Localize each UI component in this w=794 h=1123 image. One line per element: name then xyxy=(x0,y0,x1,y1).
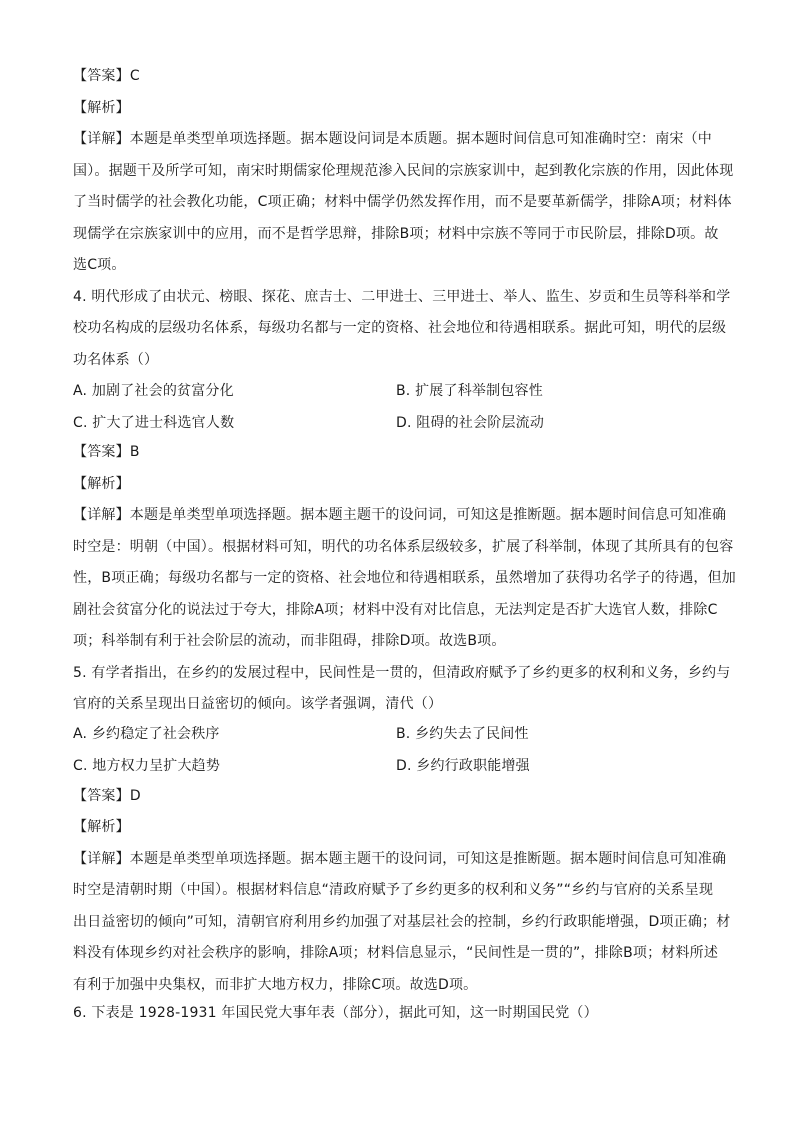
q6-stem-line: 6. 下表是 1928-1931 年国民党大事年表（部分），据此可知，这一时期国民党（） xyxy=(73,1005,598,1021)
answer-value: B xyxy=(129,444,140,460)
answer-label: 【答案】 xyxy=(73,788,130,804)
q4-stem-line: 功名体系（） xyxy=(73,352,159,368)
q4-answer xyxy=(73,442,723,462)
q5-detail-line: 出日益密切的倾向”可知，清朝官府利用乡约加强了对基层社会的控制，乡约行政职能增强，D项正确；材 xyxy=(73,914,731,930)
answer-label: 【答案】 xyxy=(73,68,130,84)
q4-detail-line: 性，B项正确；每级功名都与一定的资格、社会地位和待遇相联系，虽然增加了获得功名学子的待遇，但加 xyxy=(73,570,737,586)
q4-option-c: C. 扩大了进士科选官人数 xyxy=(73,415,235,431)
q3-detail-line: 【详解】本题是单类型单项选择题。据本题设问词是本质题。据本题时间信息可知准确时空：南宋（中 xyxy=(73,131,712,147)
q4-option-d: D. 阻碍的社会阶层流动 xyxy=(396,415,545,431)
q3-detail-line: 了当时儒学的社会教化功能，C项正确；材料中儒学仍然发挥作用，而不是要革新儒学，排除A项；材料体 xyxy=(73,194,732,210)
q4-detail-line: 剧社会贫富分化的说法过于夸大，排除A项；材料中没有对比信息，无法判定是否扩大选官人数，排除C xyxy=(73,602,718,618)
q5-detail-line: 时空是清朝时期（中国）。根据材料信息“清政府赋予了乡约更多的权利和义务”“乡约与官府的关系呈现 xyxy=(73,882,714,898)
q3-analysis-label: 【解析】 xyxy=(73,100,130,116)
q5-option-b: B. 乡约失去了民间性 xyxy=(396,726,529,742)
answer-value: C xyxy=(129,68,140,84)
q4-detail-line: 时空是：明朝（中国）。根据材料可知，明代的功名体系层级较多，扩展了科举制，体现了其所具有的包容 xyxy=(73,539,734,555)
q5-stem-line: 官府的关系呈现出日益密切的倾向。该学者强调，清代（） xyxy=(73,696,443,712)
q5-analysis-label: 【解析】 xyxy=(73,819,130,835)
q4-option-b: B. 扩展了科举制包容性 xyxy=(396,383,543,399)
q4-detail-line: 项；科举制有利于社会阶层的流动，而非阻碍，排除D项。故选B项。 xyxy=(73,633,506,649)
q3-answer xyxy=(73,66,723,86)
q5-stem-line: 5. 有学者指出，在乡约的发展过程中，民间性是一贯的，但清政府赋予了乡约更多的权利和义务，乡约与 xyxy=(73,665,731,681)
answer-label: 【答案】 xyxy=(73,444,130,460)
q4-option-a: A. 加剧了社会的贫富分化 xyxy=(73,383,234,399)
q4-analysis-label: 【解析】 xyxy=(73,476,130,492)
q5-option-c: C. 地方权力呈扩大趋势 xyxy=(73,758,221,774)
q4-stem-line: 校功名构成的层级功名体系，每级功名都与一定的资格、社会地位和待遇相联系。据此可知，明代的层级 xyxy=(73,320,727,336)
answer-value: D xyxy=(129,788,141,804)
q5-option-d: D. 乡约行政职能增强 xyxy=(396,758,530,774)
q3-detail-line: 现儒学在宗族家训中的应用，而不是哲学思辩，排除B项；材料中宗族不等同于市民阶层，排除D项。故 xyxy=(73,226,719,242)
q4-detail-line: 【详解】本题是单类型单项选择题。据本题主题干的设问词，可知这是推断题。据本题时间信息可知准确 xyxy=(73,507,727,523)
q5-detail-line: 【详解】本题是单类型单项选择题。据本题主题干的设问词，可知这是推断题。据本题时间信息可知准确 xyxy=(73,851,727,867)
q5-answer xyxy=(73,786,723,806)
q3-detail-line: 选C项。 xyxy=(73,257,126,273)
q4-stem-line: 4. 明代形成了由状元、榜眼、探花、庶吉士、二甲进士、三甲进士、举人、监生、岁贡和生员等科举和学 xyxy=(73,289,731,305)
q5-option-a: A. 乡约稳定了社会秩序 xyxy=(73,726,220,742)
q3-detail-line: 国）。据题干及所学可知，南宋时期儒家伦理规范渗入民间的宗族家训中，起到教化宗族的作用，因此体现 xyxy=(73,163,734,179)
q5-detail-line: 有利于加强中央集权，而非扩大地方权力，排除C项。故选D项。 xyxy=(73,977,478,993)
q5-detail-line: 料没有体现乡约对社会秩序的影响，排除A项；材料信息显示，“民间性是一贯的”，排除B项；材料所述 xyxy=(73,945,719,961)
